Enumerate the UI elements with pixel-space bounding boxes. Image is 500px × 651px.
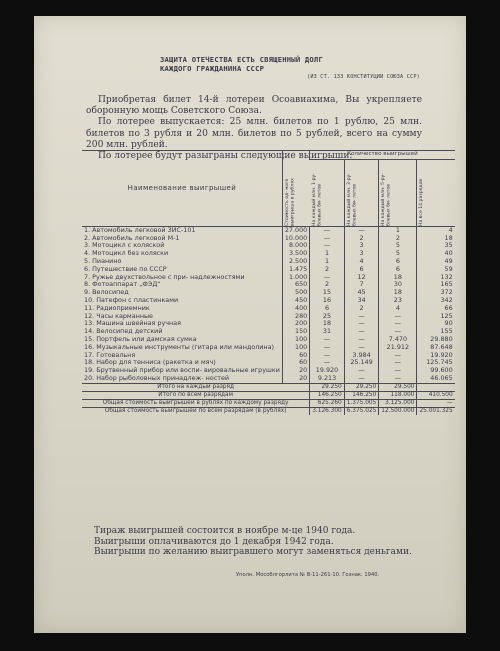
qty-3rub: — [344,328,379,336]
prize-cost: 3.500 [282,250,309,258]
qty-1rub: 16 [310,297,345,305]
summary-label: Общая стоимость выигрышей по всем разрядам (в рублях) [82,407,310,415]
summary-label: Итого по всем разрядам [82,391,310,399]
prize-name: 6. Путешествие по СССР [84,264,167,273]
intro-paragraph-2: По лотерее выпускается: 25 млн. билетов по 1 рублю, 25 млн. билетов по 3 рубля и 20 млн. билетов по 5 рублей, всего на сумму 200 млн. рублей. [86,117,422,150]
prize-cost: 20 [282,375,309,383]
prize-cost: 60 [282,352,309,360]
qty-3rub: — [344,320,379,328]
qty-1rub: 2 [310,281,345,289]
qty-3rub: — [344,313,379,321]
qty-1rub: — [310,226,345,234]
qty-3rub: 7 [344,281,379,289]
qty-1rub: — [310,235,345,243]
qty-5rub: — [379,313,417,321]
prize-name: 3. Мотоцикл с коляской [84,241,165,250]
qty-3rub: — [344,336,379,344]
prize-cost: 20 [282,367,309,375]
prize-name: 7. Ружье двухствольное с при- надлежностями [84,272,245,281]
footer-line-2: Выигрыши оплачиваются до 1 декабря 1942 года. [94,536,334,547]
qty-5rub: — [379,352,417,360]
footer-text [94,526,424,558]
qty-5rub: — [379,320,417,328]
qty-1rub: — [310,274,345,282]
prize-cost: 1.475 [282,266,309,274]
summary-value: 1.375.005 [344,399,379,407]
header-cost: Стоимость од- ного выигрыша в рублях [282,151,309,227]
qty-3rub: 4 [344,258,379,266]
qty-1rub: 18 [310,320,345,328]
motto-source: (ИЗ СТ. 133 КОНСТИТУЦИИ СОЮЗА ССР) [307,74,420,80]
qty-5rub: 18 [379,274,417,282]
qty-3rub: — [344,344,379,352]
qty-3rub: 3.984 [344,352,379,360]
header-per-million-1rub: На каждый млн. 1-ру- блевых би- летов [310,159,345,226]
summary-label: Итого на каждый разряд [82,383,310,391]
summary-row [82,407,455,415]
table-row [82,375,455,383]
qty-all: 4 [417,226,455,234]
summary-value: 3.126.300 [310,407,345,415]
summary-value: 29.250 [310,383,345,391]
qty-5rub: 6 [379,266,417,274]
summary-row [82,391,455,399]
prize-name: 16. Музыкальные инструменты (гитара или мандолина) [84,342,275,351]
prize-cost: 27.000 [282,226,309,234]
qty-3rub: — [344,226,379,234]
prize-name: 9. Велосипед [84,288,129,297]
prize-name: 8. Фотоаппарат „ФЭД“ [84,280,161,289]
prize-name: 14. Велосипед детский [84,327,163,336]
qty-all: 29.880 [417,336,455,344]
qty-all: 342 [417,297,455,305]
qty-5rub: 30 [379,281,417,289]
summary-value: 12.500.000 [379,407,417,415]
qty-all: 66 [417,305,455,313]
summary-value: 29.500 [379,383,417,391]
motto-line-2: КАЖДОГО ГРАЖДАНИНА СССР [160,64,265,73]
intro-paragraph-3: По лотерее будут разыграны следующие выигрыши: [98,151,353,162]
qty-5rub: 5 [379,250,417,258]
qty-3rub: — [344,367,379,375]
prize-cost: 280 [282,313,309,321]
qty-3rub: 6 [344,266,379,274]
qty-1rub: 25 [310,313,345,321]
summary-value: 625.260 [310,399,345,407]
qty-5rub: — [379,359,417,367]
summary-value: 146.250 [344,391,379,399]
qty-5rub: 1 [379,226,417,234]
prize-name: 10. Патефон с пластинками [84,295,179,304]
summary-value [417,383,455,391]
qty-all: 132 [417,274,455,282]
summary-label: Общая стоимость выигрышей в рублях по каждому разряду [82,399,310,407]
qty-all: 19.920 [417,352,455,360]
qty-all: 40 [417,250,455,258]
prize-cost: 150 [282,328,309,336]
prize-name: 20. Набор рыболовных принадлеж- ностей [84,373,230,382]
prize-name: 18. Набор для тенниса (ракетка и мяч) [84,358,216,367]
qty-all: 155 [417,328,455,336]
header-prize-name: Наименование выигрышей [82,151,282,227]
qty-all: 99.600 [417,367,455,375]
prize-cost: 8.000 [282,242,309,250]
qty-1rub: 15 [310,289,345,297]
qty-3rub: 25.149 [344,359,379,367]
qty-1rub: 9.213 [310,375,345,383]
motto-line-1: ЗАЩИТА ОТЕЧЕСТВА ЕСТЬ СВЯЩЕННЫЙ ДОЛГ [160,55,323,64]
qty-5rub: 5 [379,242,417,250]
qty-3rub: 45 [344,289,379,297]
summary-value: 118.000 [379,391,417,399]
qty-3rub: 2 [344,305,379,313]
summary-value: 29.250 [344,383,379,391]
motto-block [160,55,420,82]
prize-cost: 450 [282,297,309,305]
qty-3rub: — [344,375,379,383]
prize-name: 13. Машина швейная ручная [84,319,181,328]
prize-name: 17. Готовальня [84,350,136,359]
qty-3rub: 3 [344,242,379,250]
qty-1rub: 6 [310,305,345,313]
qty-1rub: — [310,359,345,367]
qty-all: 87.648 [417,344,455,352]
qty-5rub: 4 [379,305,417,313]
qty-5rub: 23 [379,297,417,305]
footer-line-1: Тираж выигрышей состоится в ноябре м-це 1940 года. [94,526,356,536]
prize-cost: 400 [282,305,309,313]
prize-name: 12. Часы карманные [84,311,153,320]
qty-1rub: 31 [310,328,345,336]
summary-value: 3.125.000 [379,399,417,407]
header-all-categories: На все 14 разрядов [417,159,455,226]
qty-3rub: 2 [344,235,379,243]
qty-1rub: — [310,352,345,360]
prizes-table [82,150,455,415]
prize-cost: 100 [282,336,309,344]
qty-3rub: 34 [344,297,379,305]
prize-name: 2. Автомобиль легковой М-1 [84,233,180,242]
qty-1rub: 19.920 [310,367,345,375]
qty-1rub: — [310,336,345,344]
prize-name: 19. Брутвенный прибор или воспи- вировальные игрушки [84,366,280,375]
qty-1rub: 1 [310,258,345,266]
summary-row [82,399,455,407]
print-imprint: Уполн. Мособлгорлита № В-11-261-10. Гознак. 1940. [236,572,380,578]
summary-value: — [417,399,455,407]
summary-row [82,383,455,391]
prize-cost: 200 [282,320,309,328]
prize-cost: 650 [282,281,309,289]
intro-paragraph-1: Приобретая билет 14-й лотереи Осоавиахима, Вы укрепляете оборонную мощь Советского Союза. [86,95,422,117]
qty-5rub: 7.470 [379,336,417,344]
summary-value: 146.250 [310,391,345,399]
qty-1rub: 1 [310,250,345,258]
qty-5rub: 6 [379,258,417,266]
prizes-summary [82,383,455,415]
qty-1rub: — [310,344,345,352]
header-per-million-5rub: На каждый млн. 5-ру- блевых би- летов [379,159,417,226]
prize-name: 4. Мотоцикл без коляски [84,249,169,258]
prize-cost: 60 [282,359,309,367]
summary-value: 25.001.325 [417,407,455,415]
qty-5rub: — [379,328,417,336]
prize-name: 5. Пианино [84,256,122,265]
prize-name: 15. Портфель или дамская сумка [84,334,197,343]
qty-1rub: 2 [310,266,345,274]
qty-all: 46.065 [417,375,455,383]
qty-all: 18 [417,235,455,243]
prize-cost: 2.500 [282,258,309,266]
prize-cost: 100 [282,344,309,352]
qty-all: 59 [417,266,455,274]
prize-cost: 1.000 [282,274,309,282]
prizes-table-body [82,226,455,383]
summary-value: 6.375.025 [344,407,379,415]
qty-all: 125.745 [417,359,455,367]
qty-all: 165 [417,281,455,289]
header-quantity: Количество выигрышей [310,151,455,160]
qty-5rub: 2 [379,235,417,243]
header-per-million-3rub: На каждый млн. 3-ру- блевых би- летов [344,159,379,226]
qty-5rub: — [379,375,417,383]
qty-1rub: — [310,242,345,250]
summary-value: 410.500 [417,391,455,399]
qty-all: 35 [417,242,455,250]
qty-all: 49 [417,258,455,266]
qty-5rub: — [379,367,417,375]
prize-name: 1. Автомобиль легковой ЗИС-101 [84,225,196,234]
footer-line-3: Выигрыши по желанию выигравшего могут заменяться деньгами. [94,547,412,558]
prize-name: 11. Радиоприемник [84,303,150,312]
qty-all: 90 [417,320,455,328]
prize-cost: 10.000 [282,235,309,243]
qty-3rub: 12 [344,274,379,282]
qty-all: 125 [417,313,455,321]
qty-all: 372 [417,289,455,297]
qty-5rub: 18 [379,289,417,297]
qty-3rub: 3 [344,250,379,258]
qty-5rub: 21.912 [379,344,417,352]
prize-cost: 500 [282,289,309,297]
